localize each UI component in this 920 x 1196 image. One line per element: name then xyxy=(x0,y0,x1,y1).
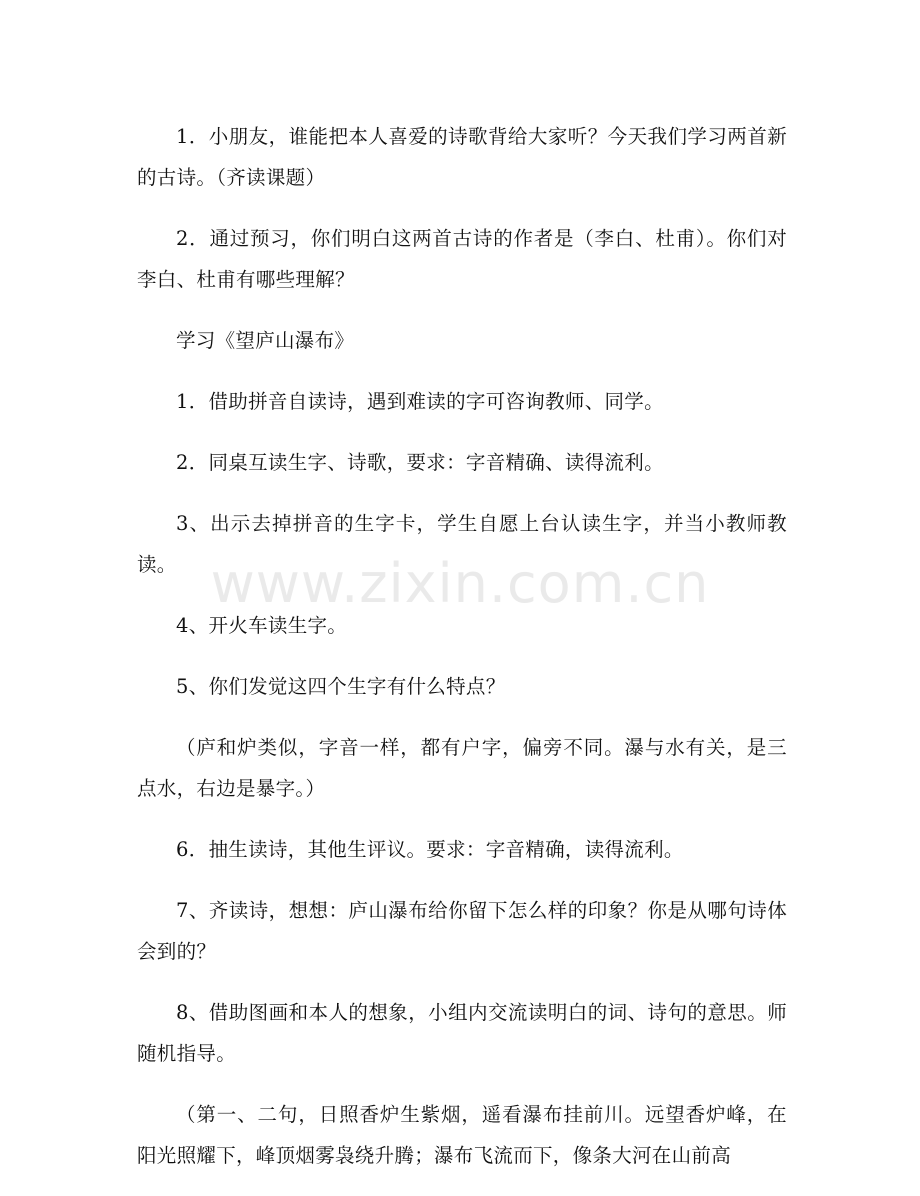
step-2-paragraph: 2．同桌互读生字、诗歌，要求：字音精确、读得流利。 xyxy=(176,451,664,474)
step-5-answer-paragraph: （庐和炉类似，字音一样，都有户字，偏旁不同。瀑与水有关，是三点水，右边是暴字。） xyxy=(137,736,787,800)
step-8-paragraph: 8、借助图画和本人的想象，小组内交流读明白的词、诗句的意思。师随机指导。 xyxy=(137,1001,787,1065)
step-6-paragraph: 6．抽生读诗，其他生评议。要求：字音精确，读得流利。 xyxy=(176,838,684,861)
section-heading: 学习《望庐山瀑布》 xyxy=(176,329,355,352)
step-4-paragraph: 4、开火车读生字。 xyxy=(176,614,348,637)
poem-explanation-paragraph: （第一、二句，日照香炉生紫烟，遥看瀑布挂前川。远望香炉峰，在阳光照耀下，峰顶烟雾袅绕升腾；瀑布飞流而下，像条大河在山前高 xyxy=(137,1103,787,1167)
step-3-paragraph: 3、出示去掉拼音的生字卡，学生自愿上台认读生字，并当小教师教读。 xyxy=(137,512,787,576)
document-body xyxy=(137,116,787,1196)
step-1-paragraph: 1．借助拼音自读诗，遇到难读的字可咨询教师、同学。 xyxy=(176,390,664,413)
step-5-paragraph: 5、你们发觉这四个生字有什么特点？ xyxy=(176,675,506,698)
intro-question-paragraph: 1．小朋友，谁能把本人喜爱的诗歌背给大家听？今天我们学习两首新的古诗。（齐读课题） xyxy=(137,125,787,189)
watermark-text: www.zixin.com.cn xyxy=(210,552,710,615)
author-question-paragraph: 2．通过预习，你们明白这两首古诗的作者是（李白、杜甫）。你们对李白、杜甫有哪些理解？ xyxy=(137,227,787,291)
step-7-paragraph: 7、齐读诗，想想：庐山瀑布给你留下怎么样的印象？你是从哪句诗体会到的？ xyxy=(137,899,787,963)
